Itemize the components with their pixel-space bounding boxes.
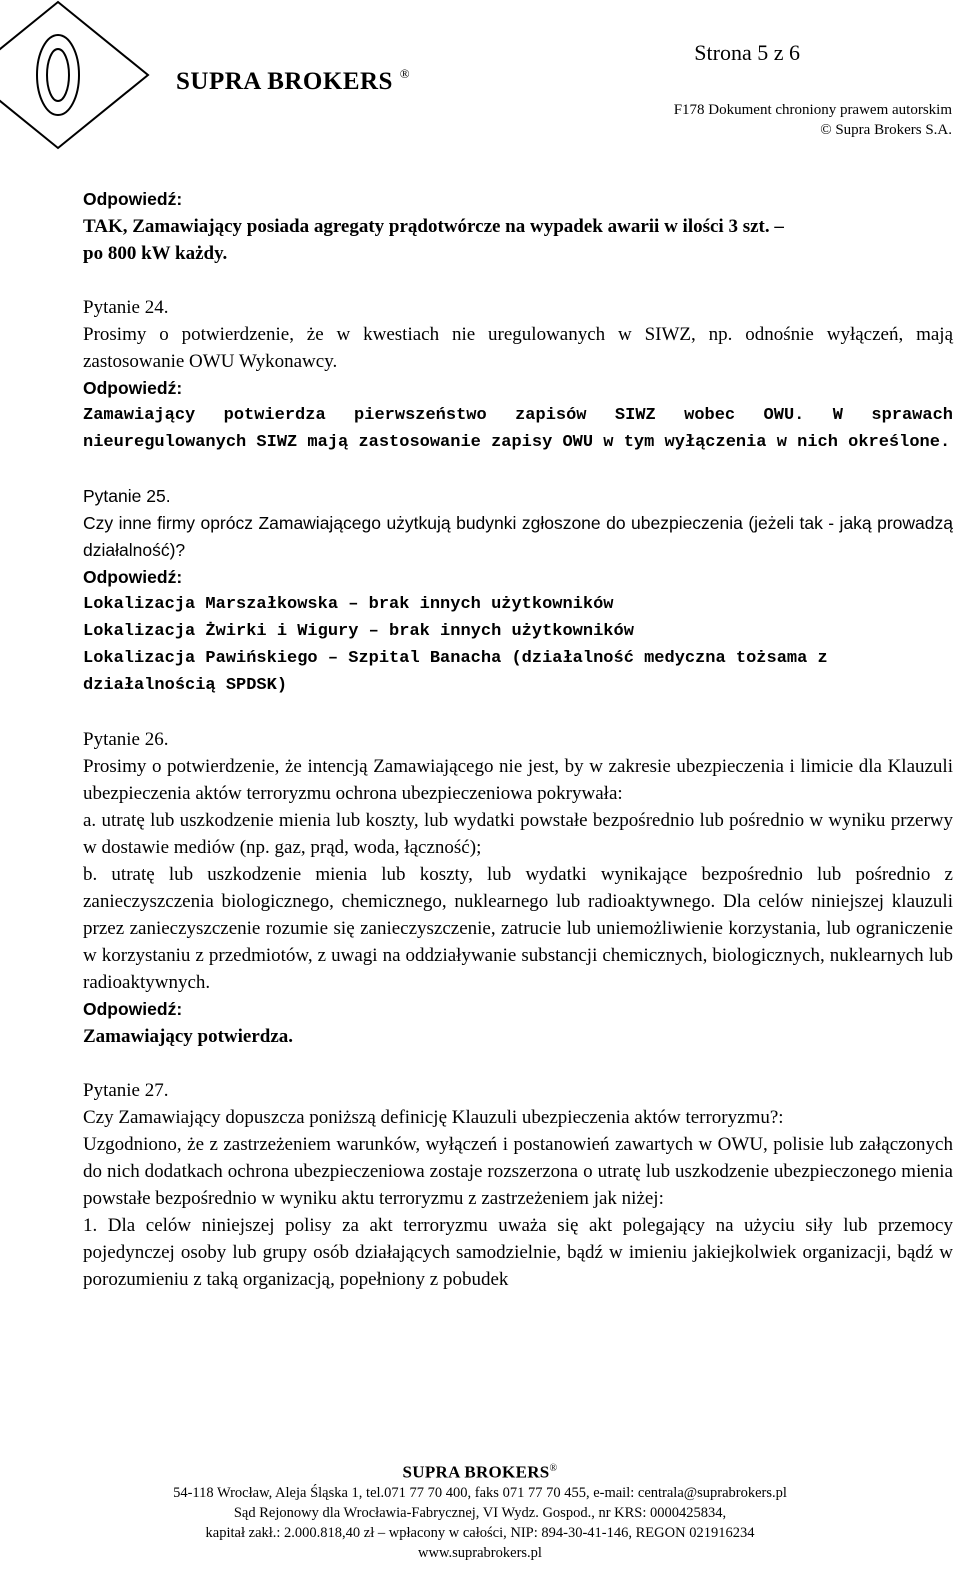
answer-text: Zamawiający potwierdza pierwszeństwo zapisów SIWZ wobec OWU. W sprawach nieuregulowanych SIWZ mają zastosowanie zapisy OWU w tym wyłączenia w nich określone. bbox=[83, 406, 953, 452]
answer-line: Lokalizacja Żwirki i Wigury – brak innych użytkowników bbox=[83, 622, 634, 641]
footer-registered-mark: ® bbox=[549, 1463, 558, 1474]
supra-brokers-logo bbox=[0, 0, 160, 150]
header-copyright-block bbox=[674, 100, 952, 140]
question-item-a: a. utratę lub uszkodzenie mienia lub koszty, lub wydatki powstałe bezpośrednio lub pośrednio w wyniku przerwy w dostawie mediów (np. gaz, prąd, woda, łączność); bbox=[83, 810, 953, 858]
question-text: Prosimy o potwierdzenie, że w kwestiach nie uregulowanych w SIWZ, np. odnośnie wyłączeń, mają zastosowanie OWU Wykonawcy. bbox=[83, 324, 953, 372]
footer-capital: kapitał zakł.: 2.000.818,40 zł – wpłacony w całości, NIP: 894-30-41-146, REGON 021916234 bbox=[205, 1524, 755, 1541]
footer-brand: SUPRA BROKERS® bbox=[402, 1462, 558, 1482]
footer-website: www.suprabrokers.pl bbox=[418, 1544, 542, 1561]
document-body bbox=[83, 186, 953, 1293]
question-paragraph: Uzgodniono, że z zastrzeżeniem warunków, wyłączeń i postanowień zawartych w OWU, polisie lub załączonych do nich dodatkach ochrona ubezpieczeniowa zostaje rozszerzona o utratę lub uszkodzenie ubezpieczonego mienia powstałe bezpośrednio w wyniku aktu terroryzmu z zastrzeżeniem jak niżej: bbox=[83, 1134, 953, 1209]
answer-label: Odpowiedź: bbox=[83, 999, 183, 1019]
question-item-b: b. utratę lub uszkodzenie mienia lub koszty, lub wydatki wynikające bezpośrednio lub pośrednio z zanieczyszczenia biologicznego, chemicznego, nuklearnego lub radioaktywnego. Dla celów niniejszej klauzuli przez zanieczyszczenie rozumie się zanieczyszczenie, zatrucie lub uniemożliwienie korzystania, lub ograniczenie w korzystaniu z przedmiotów, z uwagi na oddziaływanie substancji chemicznych, biologicznych, nuklearnych lub radioaktywnych. bbox=[83, 864, 953, 993]
answer-label: Odpowiedź: bbox=[83, 378, 183, 398]
copyright-line: © Supra Brokers S.A. bbox=[820, 122, 952, 138]
footer-court: Sąd Rejonowy dla Wrocławia-Fabrycznej, VI Wydz. Gospod., nr KRS: 0000425834, bbox=[233, 1504, 727, 1521]
header-brand: SUPRA BROKERS ® bbox=[176, 66, 411, 95]
question-title: Pytanie 27. bbox=[83, 1080, 169, 1101]
document-line: F178 Dokument chroniony prawem autorskim bbox=[673, 102, 952, 118]
q23-answer-line1: TAK, Zamawiający posiada agregaty prądotwórcze na wypadek awarii w ilości 3 szt. – bbox=[83, 216, 784, 237]
answer-label: Odpowiedź: bbox=[83, 567, 183, 587]
footer-address: 54-118 Wrocław, Aleja Śląska 1, tel.071 77 70 400, faks 071 77 70 455, e-mail: centrala@suprabrokers.pl bbox=[173, 1484, 787, 1501]
question-text: Prosimy o potwierdzenie, że intencją Zamawiającego nie jest, by w zakresie ubezpieczenia i limicie dla Klauzuli ubezpieczenia aktów terroryzmu ochrona ubezpieczeniowa pokrywała: bbox=[83, 756, 953, 804]
q23-answer-line2: po 800 kW każdy. bbox=[83, 243, 228, 264]
registered-mark: ® bbox=[399, 66, 411, 81]
question-title: Pytanie 24. bbox=[83, 297, 169, 318]
question-title: Pytanie 25. bbox=[83, 486, 171, 506]
page-number: Strona 5 z 6 bbox=[694, 40, 800, 65]
question-text: Czy Zamawiający dopuszcza poniższą definicję Klauzuli ubezpieczenia aktów terroryzmu?: bbox=[83, 1107, 784, 1128]
page-footer bbox=[0, 1459, 960, 1563]
question-paragraph: 1. Dla celów niniejszej polisy za akt terroryzmu uważa się akt polegający na użyciu siły lub przemocy pojedynczej osoby lub grupy osób działających samodzielnie, bądź w imieniu jakiejkolwiek organizacji, bądź w porozumieniu z taką organizacją, popełniony z pobudek bbox=[83, 1215, 953, 1290]
answer-line: Lokalizacja Pawińskiego – Szpital Banacha (działalność medyczna tożsama z działalnością SPDSK) bbox=[83, 649, 828, 695]
answer-line: Lokalizacja Marszałkowska – brak innych użytkowników bbox=[83, 595, 614, 614]
question-title: Pytanie 26. bbox=[83, 729, 169, 750]
question-text: Czy inne firmy oprócz Zamawiającego użytkują budynki zgłoszone do ubezpieczenia (jeżeli tak - jaką prowadzą działalność)? bbox=[83, 513, 953, 560]
answer-text: Zamawiający potwierdza. bbox=[83, 1026, 294, 1047]
answer-label: Odpowiedź: bbox=[83, 189, 183, 209]
